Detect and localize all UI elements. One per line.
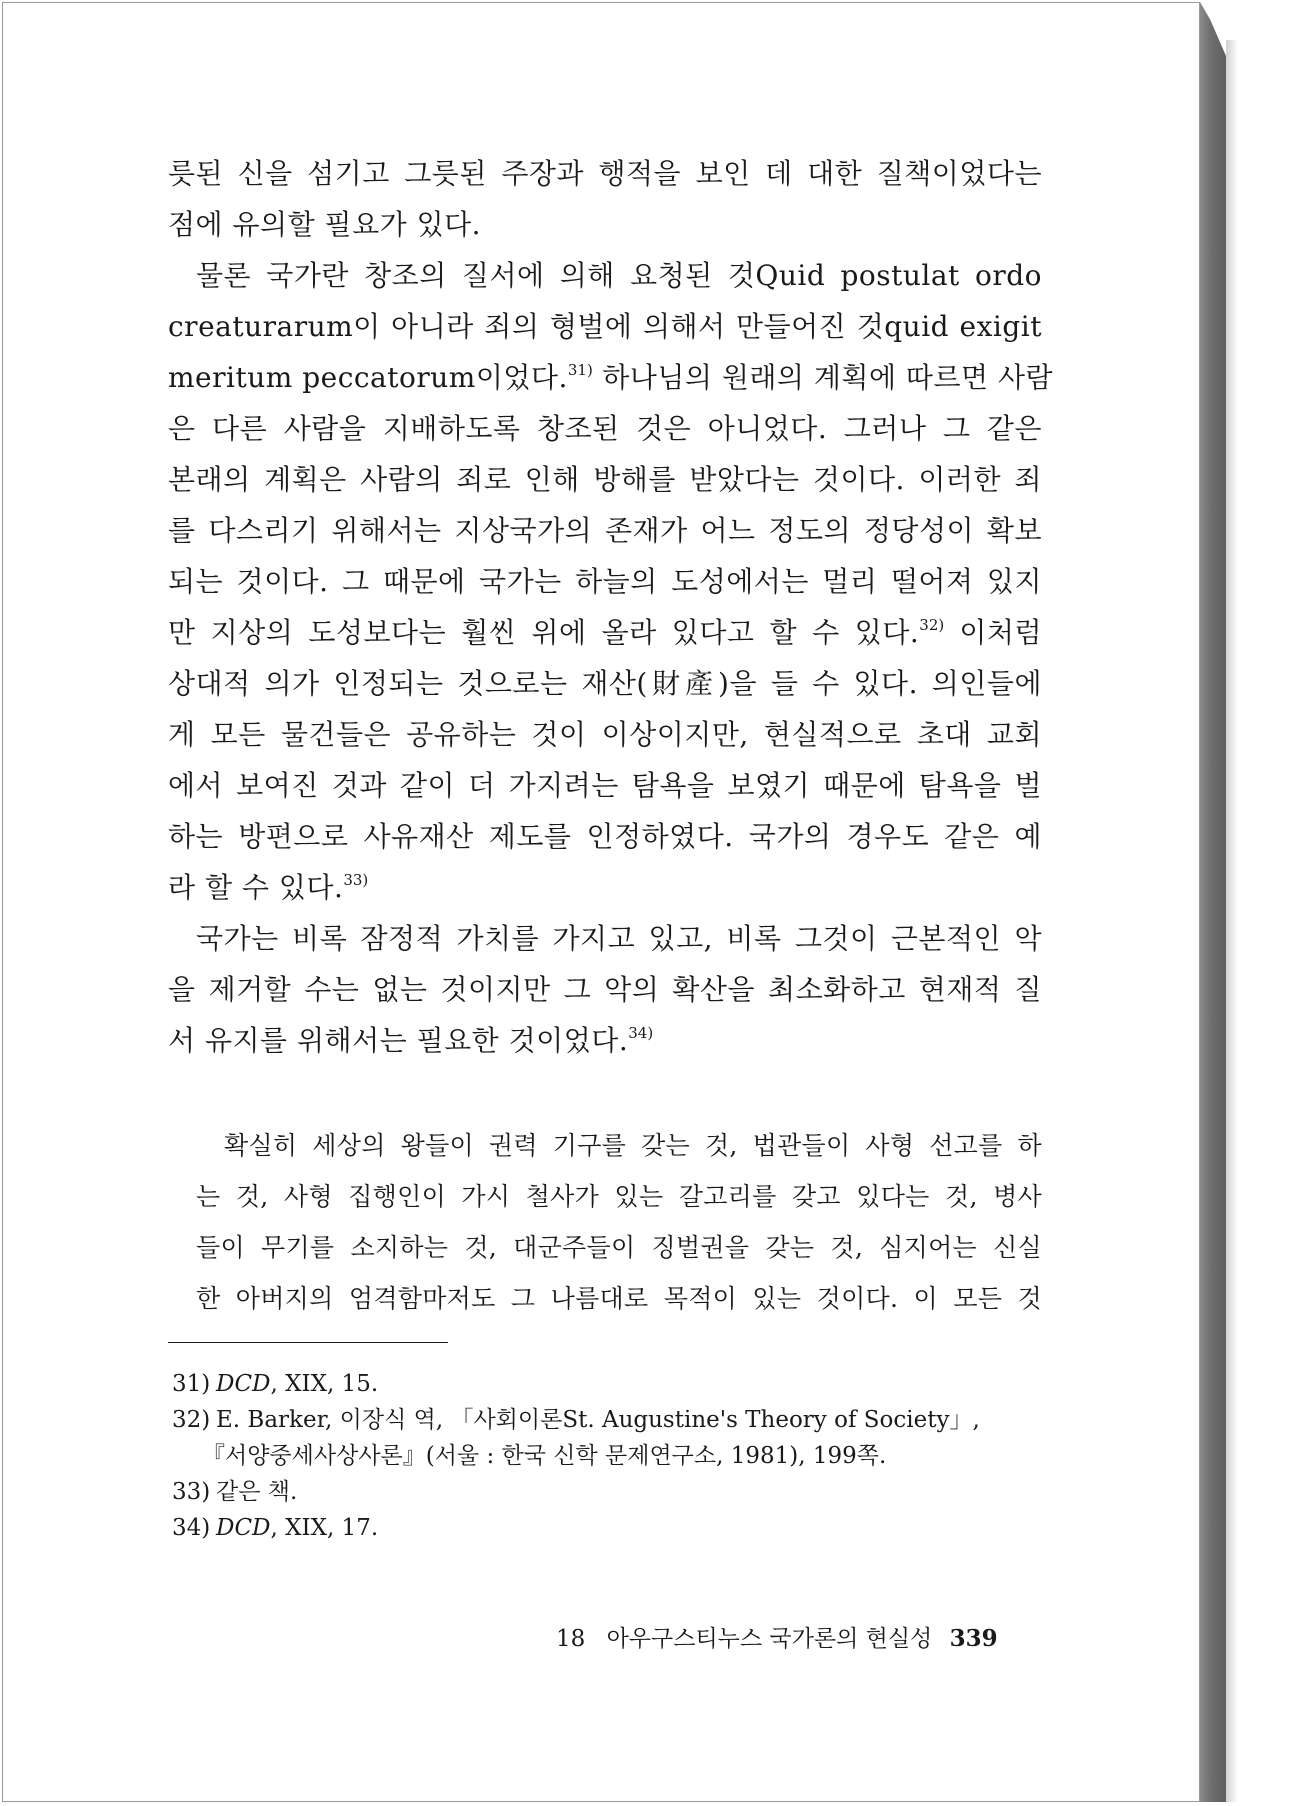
footnote-ref-34[interactable]: 34) [628,1024,654,1042]
body-line: 게 모든 물건들은 공유하는 것이 이상이지만, 현실적으로 초대 교회 [168,718,1042,751]
body-line: 국가는 비록 잠정적 가치를 가지고 있고, 비록 그것이 근본적인 악 [196,922,1042,955]
body-line: 본래의 계획은 사람의 죄로 인해 방해를 받았다는 것이다. 이러한 죄 [168,463,1042,496]
footnote-number: 34) [172,1515,211,1541]
quote-line: 들이 무기를 소지하는 것, 대군주들이 징벌권을 갖는 것, 심지어는 신실 [196,1233,1042,1262]
chapter-title: 아우구스티누스 국가론의 현실성 [606,1626,933,1652]
footnote-number: 33) [172,1479,211,1505]
footnote-number: 31) [172,1371,211,1397]
body-line: 은 다른 사람을 지배하도록 창조된 것은 아니었다. 그러나 그 같은 [168,412,1042,445]
body-line: 을 제거할 수는 없는 것이지만 그 악의 확산을 최소화하고 현재적 질 [168,973,1042,1006]
chapter-number: 18 [556,1626,586,1652]
footnote-32-continued: 『서양중세사상사론』(서울 : 한국 신학 문제연구소, 1981), 199쪽. [202,1443,887,1469]
footnote-32 [172,1402,1052,1438]
body-text: 하나님의 원래의 계획에 따르면 사람 [602,361,1054,394]
body-line: 되는 것이다. 그 때문에 국가는 하늘의 도성에서는 멀리 떨어져 있지 [168,565,1042,598]
footnote-number: 32) [172,1407,211,1433]
body-line: 점에 유의할 필요가 있다. [168,208,482,241]
footnote-ref-33[interactable]: 33) [343,871,369,889]
footnotes [172,1366,1052,1546]
footnote-34 [172,1510,1052,1546]
body-text: 서 유지를 위해서는 필요한 것이었다. [168,1024,629,1057]
body-line: creaturarum이 아니라 죄의 형벌에 의해서 만들어진 것quid exigit [168,310,1042,343]
quote-line: 확실히 세상의 왕들이 권력 기구를 갖는 것, 법관들이 사형 선고를 하 [224,1131,1042,1160]
block-quote [196,1120,1042,1324]
footnote-text: E. Barker, 이장식 역, 「사회이론St. Augustine's Theory of Society」, [216,1407,980,1433]
body-line: 에서 보여진 것과 같이 더 가지려는 탐욕을 보였기 때문에 탐욕을 벌 [168,769,1042,802]
footnote-ref-32[interactable]: 32) [919,616,945,634]
footnote-text: , XIX, 15. [270,1371,379,1397]
body-line: 를 다스리기 위해서는 지상국가의 존재가 어느 정도의 정당성이 확보 [168,514,1042,547]
body-line: 물론 국가란 창조의 질서에 의해 요청된 것Quid postulat ordo [196,259,1042,292]
body-line: 하는 방편으로 사유재산 제도를 인정하였다. 국가의 경우도 같은 예 [168,820,1042,853]
footnote-source: DCD [216,1371,271,1397]
footnote-ref-31[interactable]: 31) [567,361,593,379]
page-stack-edge [1200,2,1226,1802]
running-footer [556,1620,1026,1653]
page-shadow [1226,40,1238,1802]
footnote-source: DCD [216,1515,271,1541]
page-number: 339 [949,1625,998,1652]
main-text [168,148,1054,1066]
body-text: meritum peccatorum이었다. [168,361,568,394]
body-line [168,607,1042,658]
body-text: 만 지상의 도성보다는 훨씬 위에 올라 있다고 할 수 있다. [168,616,920,649]
footnote-text: , XIX, 17. [270,1515,379,1541]
body-line [168,862,1042,913]
body-line: 릇된 신을 섬기고 그릇된 주장과 행적을 보인 데 대한 질책이었다는 [168,157,1042,190]
body-line [168,352,1054,403]
footnote-divider [168,1342,448,1343]
body-text: 라 할 수 있다. [168,871,344,904]
quote-line: 는 것, 사형 집행인이 가시 철사가 있는 갈고리를 갖고 있다는 것, 병사 [196,1182,1042,1211]
body-line [168,1015,1042,1066]
footnote-31 [172,1366,1052,1402]
quote-line: 한 아버지의 엄격함마저도 그 나름대로 목적이 있는 것이다. 이 모든 것 [196,1284,1042,1313]
footnote-33 [172,1474,1052,1510]
footnote-text: 같은 책. [216,1479,298,1505]
body-text: 이처럼 [959,616,1042,649]
body-line: 상대적 의가 인정되는 것으로는 재산(財產)을 들 수 있다. 의인들에 [168,667,1042,700]
